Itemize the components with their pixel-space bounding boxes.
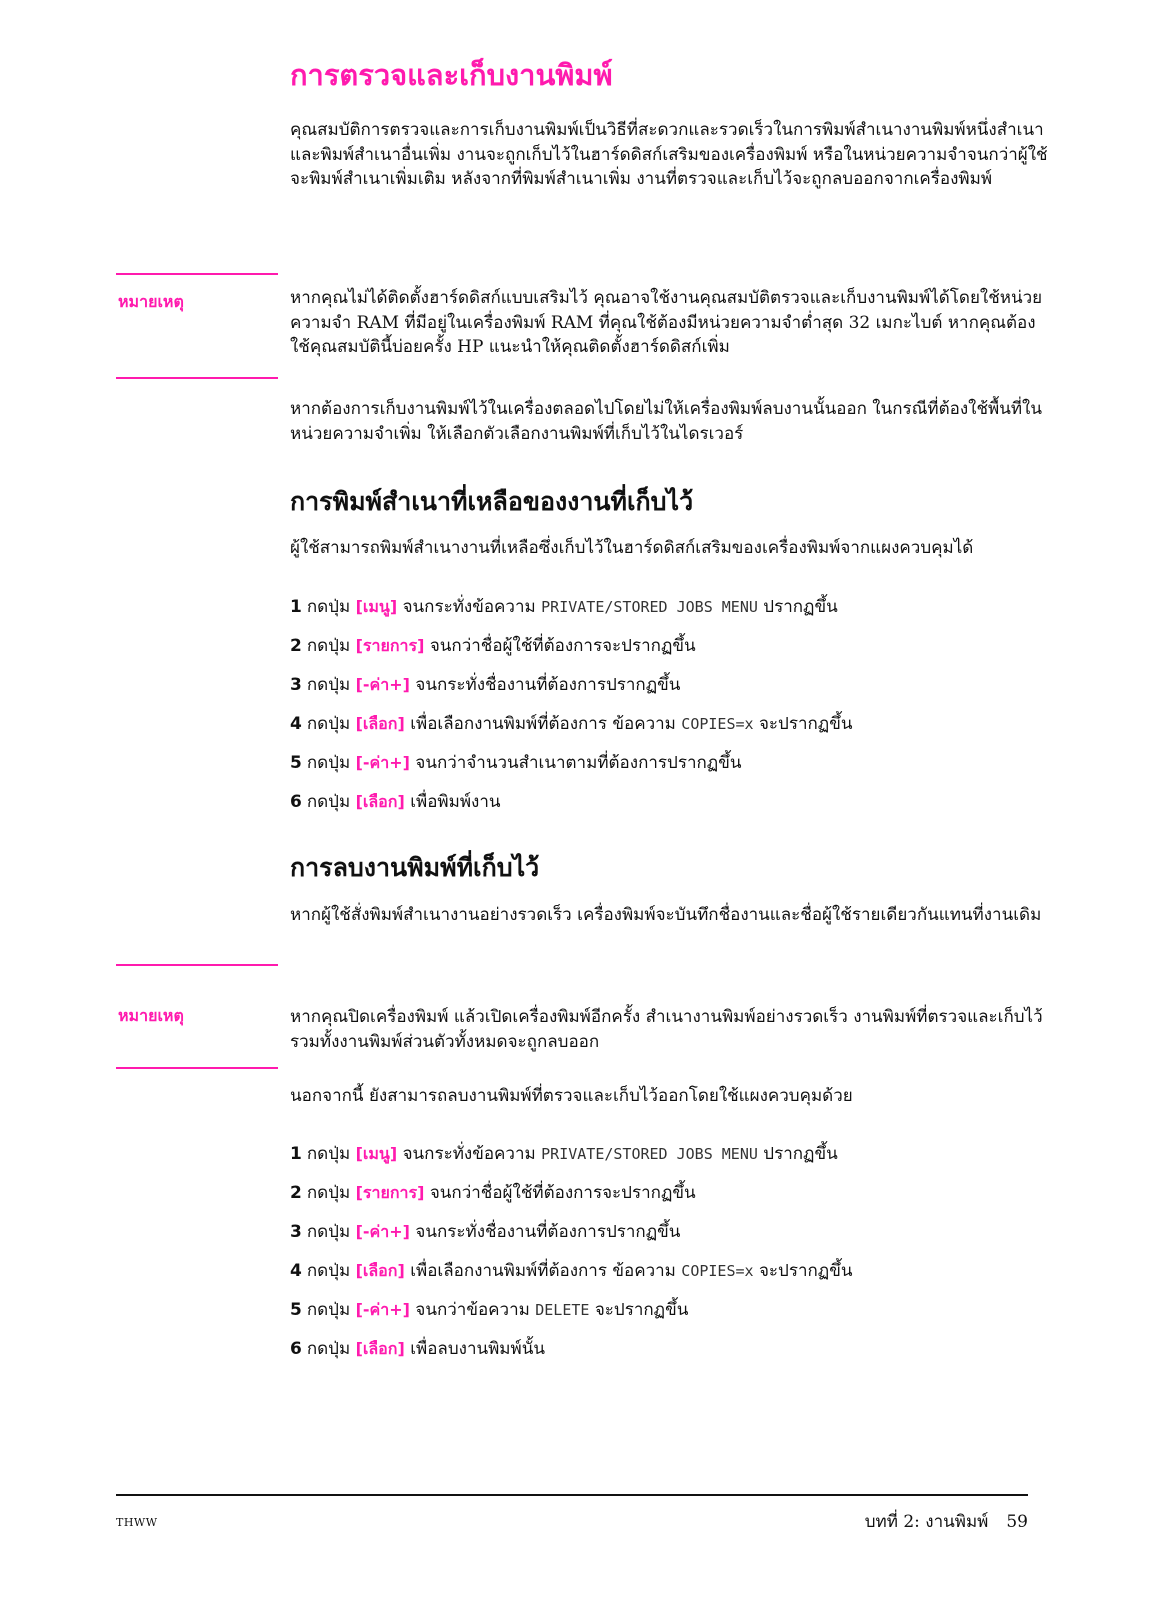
step-text: กดปุ่ม (306, 675, 351, 695)
step-text: จนกระทั่งชื่องานที่ต้องการปรากฏขึ้น (415, 675, 681, 695)
step-item (290, 1180, 852, 1219)
display-message: DELETE (535, 1301, 590, 1319)
note-label: หมายเหตุ (118, 1006, 184, 1025)
step-text: กดปุ่ม (306, 1339, 351, 1359)
step-number: 5 (290, 1300, 302, 1320)
step-text: กดปุ่ม (306, 1183, 351, 1203)
control-panel-key: [เลือก] (355, 714, 405, 733)
note-top-rule (116, 273, 278, 275)
step-text: เพื่อเลือกงานพิมพ์ที่ต้องการ ข้อความ (410, 1261, 676, 1281)
display-message: PRIVATE/STORED JOBS MENU (541, 1145, 758, 1163)
step-text: ปรากฏขึ้น (763, 597, 838, 617)
section-intro-delete-stored: หากผู้ใช้สั่งพิมพ์สำเนางานอย่างรวดเร็ว เครื่องพิมพ์จะบันทึกชื่องานและชื่อผู้ใช้รายเดียวกันแทนที่งานเดิม (290, 905, 1042, 925)
step-number: 2 (290, 1183, 302, 1203)
step-number: 1 (290, 1144, 302, 1164)
step-item (290, 1297, 852, 1336)
step-number: 2 (290, 636, 302, 656)
page-number: 59 (1006, 1512, 1028, 1532)
step-item (290, 711, 852, 750)
step-number: 5 (290, 753, 302, 773)
step-text: กดปุ่ม (306, 636, 351, 656)
intro-paragraph: คุณสมบัติการตรวจและการเก็บงานพิมพ์เป็นวิธีที่สะดวกและรวดเร็วในการพิมพ์สำเนางานพิมพ์หนึ่งสำเนาและพิมพ์สำเนาอื่นเพิ่ม งานจะถูกเก็บไว้ในฮาร์ดดิสก์เสริมของเครื่องพิมพ์ หรือในหน่วยความจำจนกว่าผู้ใช้จะพิมพ์สำเนาเพิ่มเติม หลังจากที่พิมพ์สำเนาเพิ่ม งานที่ตรวจและเก็บไว้จะถูกลบออกจากเครื่องพิมพ์ (290, 120, 1048, 189)
section-heading-print-remaining: การพิมพ์สำเนาที่เหลือของงานที่เก็บไว้ (290, 487, 694, 516)
footer-chapter-info (865, 1508, 1028, 1535)
note-top-rule (116, 964, 278, 966)
display-message: COPIES=x (681, 715, 754, 733)
control-panel-key: [-ค่า+] (355, 675, 410, 694)
step-text: กดปุ่ม (306, 1261, 351, 1281)
control-panel-key: [เลือก] (355, 1261, 405, 1280)
delete-paragraph: นอกจากนี้ ยังสามารถลบงานพิมพ์ที่ตรวจและเก็บไว้ออกโดยใช้แผงควบคุมด้วย (290, 1086, 853, 1106)
step-text: จนกว่าชื่อผู้ใช้ที่ต้องการจะปรากฏขึ้น (429, 636, 696, 656)
step-text: กดปุ่ม (306, 597, 351, 617)
step-text: กดปุ่ม (306, 1300, 351, 1320)
note-text: หากคุณไม่ได้ติดตั้งฮาร์ดดิสก์แบบเสริมไว้ คุณอาจใช้งานคุณสมบัติตรวจและเก็บงานพิมพ์ได้โดยใช้หน่วยความจำ RAM ที่มีอยู่ในเครื่องพิมพ์ RAM ที่คุณใช้ต้องมีหน่วยความจำต่ำสุด 32 เมกะไบต์ หากคุณต้องใช้คุณสมบัตินี้บ่อยครั้ง HP แนะนำให้คุณติดตั้งฮาร์ดดิสก์เพิ่ม (290, 288, 1043, 357)
control-panel-key: [รายการ] (355, 636, 425, 655)
note-bottom-rule (116, 377, 278, 379)
section-intro-print-remaining: ผู้ใช้สามารถพิมพ์สำเนางานที่เหลือซึ่งเก็บไว้ในฮาร์ดดิสก์เสริมของเครื่องพิมพ์จากแผงควบคุมได้ (290, 538, 974, 558)
step-text: กดปุ่ม (306, 753, 351, 773)
step-number: 3 (290, 1222, 302, 1242)
step-item (290, 789, 852, 828)
control-panel-key: [เมนู] (355, 1144, 398, 1163)
step-text: จนกระทั่งข้อความ (402, 1144, 536, 1164)
step-text: จะปรากฏขึ้น (758, 1261, 853, 1281)
step-item (290, 750, 852, 789)
step-number: 4 (290, 1261, 302, 1281)
step-text: เพื่อลบงานพิมพ์นั้น (410, 1339, 545, 1359)
control-panel-key: [รายการ] (355, 1183, 425, 1202)
stored-jobs-paragraph: หากต้องการเก็บงานพิมพ์ไว้ในเครื่องตลอดไปโดยไม่ให้เครื่องพิมพ์ลบงานนั้นออก ในกรณีที่ต้องใช้พื้นที่ในหน่วยความจำเพิ่ม ให้เลือกตัวเลือกงานพิมพ์ที่เก็บไว้ในไดรเวอร์ (290, 399, 1042, 444)
step-item (290, 1219, 852, 1258)
display-message: COPIES=x (681, 1262, 754, 1280)
step-text: จนกว่าจำนวนสำเนาตามที่ต้องการปรากฏขึ้น (415, 753, 742, 773)
step-text: จะปรากฏขึ้น (594, 1300, 689, 1320)
step-item (290, 672, 852, 711)
step-number: 6 (290, 1339, 302, 1359)
step-text: กดปุ่ม (306, 1144, 351, 1164)
step-text: จนกระทั่งชื่องานที่ต้องการปรากฏขึ้น (415, 1222, 681, 1242)
step-item (290, 1336, 852, 1375)
control-panel-key: [-ค่า+] (355, 1300, 410, 1319)
step-text: จนกว่าชื่อผู้ใช้ที่ต้องการจะปรากฏขึ้น (429, 1183, 696, 1203)
control-panel-key: [เลือก] (355, 1339, 405, 1358)
step-number: 6 (290, 792, 302, 812)
steps-list-print (290, 594, 852, 828)
step-item (290, 594, 852, 633)
step-text: เพื่อพิมพ์งาน (410, 792, 501, 812)
step-item (290, 1258, 852, 1297)
page-title: การตรวจและเก็บงานพิมพ์ (290, 58, 613, 92)
control-panel-key: [เมนู] (355, 597, 398, 616)
step-number: 4 (290, 714, 302, 734)
footer-chapter: บทที่ 2: งานพิมพ์ (864, 1512, 989, 1532)
step-text: จะปรากฏขึ้น (758, 714, 853, 734)
step-text: เพื่อเลือกงานพิมพ์ที่ต้องการ ข้อความ (410, 714, 676, 734)
step-text: กดปุ่ม (306, 714, 351, 734)
step-text: กดปุ่ม (306, 1222, 351, 1242)
footer-rule (116, 1494, 1028, 1496)
section-heading-delete-stored: การลบงานพิมพ์ที่เก็บไว้ (290, 853, 540, 882)
control-panel-key: [-ค่า+] (355, 753, 410, 772)
steps-list-delete (290, 1141, 852, 1375)
control-panel-key: [-ค่า+] (355, 1222, 410, 1241)
note-label: หมายเหตุ (118, 292, 184, 311)
control-panel-key: [เลือก] (355, 792, 405, 811)
step-text: ปรากฏขึ้น (763, 1144, 838, 1164)
step-text: จนกว่าข้อความ (415, 1300, 530, 1320)
step-number: 1 (290, 597, 302, 617)
footer-doc-code: THWW (116, 1516, 158, 1529)
step-number: 3 (290, 675, 302, 695)
step-text: จนกระทั่งข้อความ (402, 597, 536, 617)
step-text: กดปุ่ม (306, 792, 351, 812)
display-message: PRIVATE/STORED JOBS MENU (541, 598, 758, 616)
step-item (290, 1141, 852, 1180)
step-item (290, 633, 852, 672)
note-bottom-rule (116, 1067, 278, 1069)
note-text: หากคุณปิดเครื่องพิมพ์ แล้วเปิดเครื่องพิมพ์อีกครั้ง สำเนางานพิมพ์อย่างรวดเร็ว งานพิมพ์ที่ตรวจและเก็บไว้ รวมทั้งงานพิมพ์ส่วนตัวทั้งหมดจะถูกลบออก (290, 1007, 1043, 1052)
